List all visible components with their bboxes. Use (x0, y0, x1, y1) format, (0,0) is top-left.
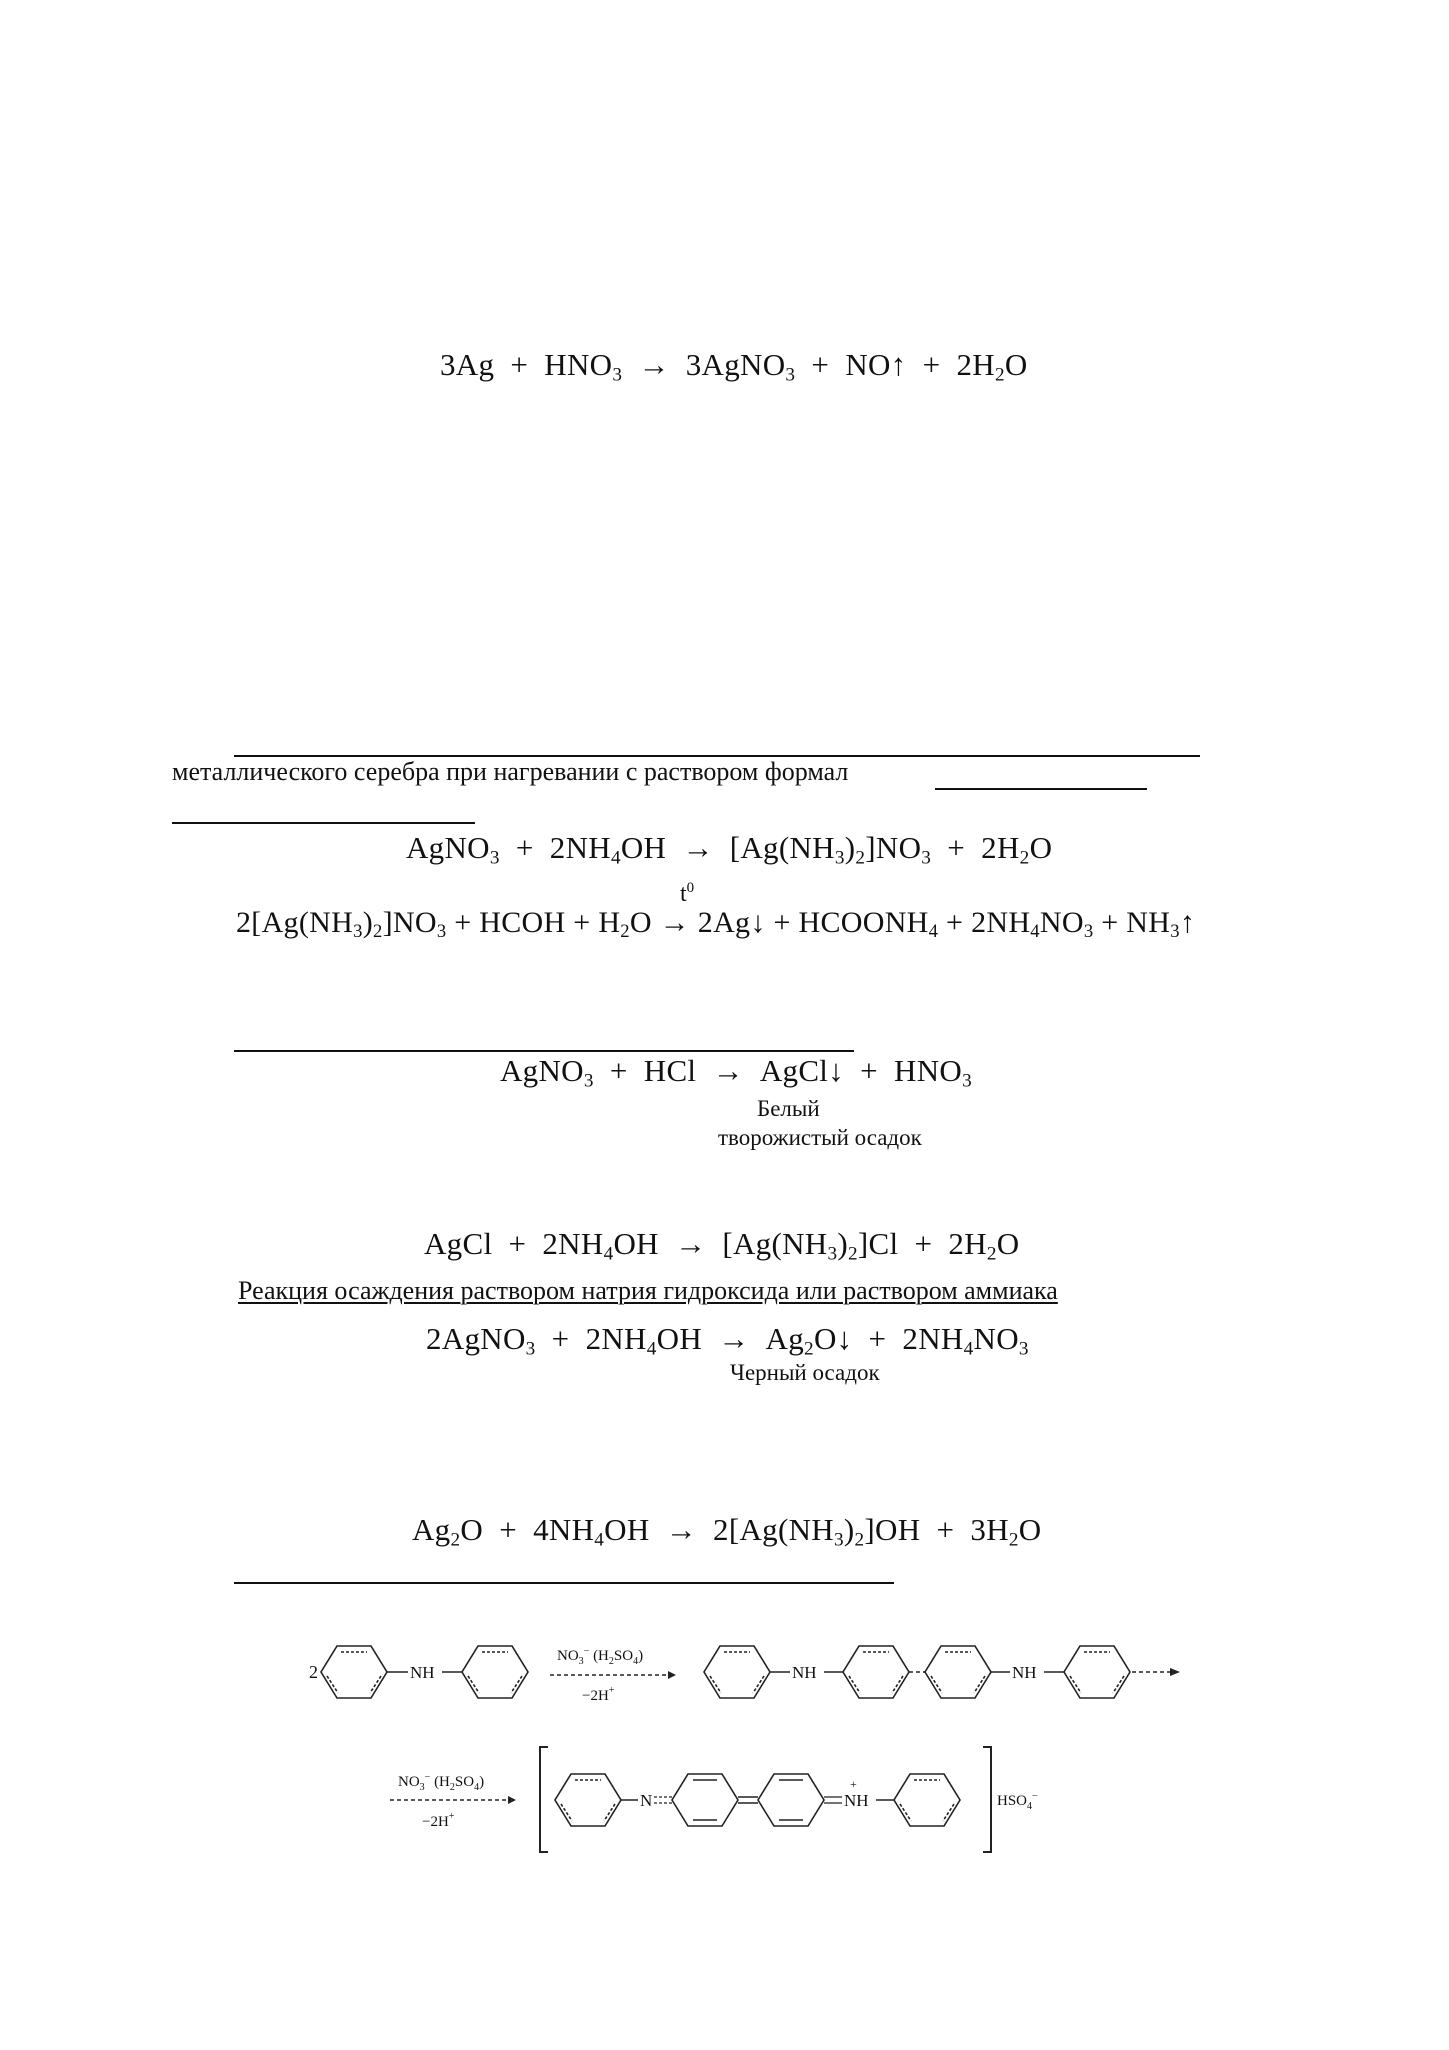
equation-silver-nitric-acid: $3Ag + HNO_3$ → 3AgNO$_3$ + NO↑ + $2H_2O$ (440, 347, 1028, 386)
benzene-ring-8 (894, 1774, 960, 1826)
svg-text:NO3− (H2SO4): $NO_3^-$ $(H_2SO_4)$ (557, 1646, 644, 1667)
continuation-arrow (1170, 1668, 1180, 1676)
precipitate-down-arrow: ↓ (828, 1053, 845, 1088)
heating-condition: $t^0$ (680, 880, 695, 907)
precipitate-down-arrow: ↓ (836, 1321, 853, 1356)
reaction-arrow-2 (390, 1772, 516, 1830)
right-bracket (983, 1747, 991, 1852)
nh-group: NH (410, 1663, 435, 1682)
benzene-ring-5 (925, 1646, 991, 1698)
bisulfate-counterion: $HSO_4^-$ (997, 1791, 1038, 1812)
left-bracket (540, 1747, 548, 1852)
benzene-ring-1 (321, 1646, 387, 1698)
svg-text:−2H+: −2H+ (422, 1811, 455, 1830)
equation-chloride-dissolution: AgCl + $2NH_4OH \to [Ag(NH_3)_2]Cl + 2H_2O$ (424, 1226, 1020, 1265)
precipitate-label-white: Белый (757, 1096, 820, 1121)
equation-silver-mirror: $2[Ag(NH_3)_2]NO_3$ + HCOH + $H_2O$ → 2Ag↓ + $HCOONH_4 + 2NH_4NO_3$ + $NH_3↑$ (236, 906, 1196, 943)
nh-group: NH (1012, 1663, 1037, 1682)
equation-silver-oxide: 2AgNO$_3$ + $2NH_4OH$ → $Ag_2O↓ + 2NH_4NO_3$ (426, 1321, 1029, 1360)
nh-group: NH (792, 1663, 817, 1682)
precipitation-reaction-heading: Реакция осаждения раствором натрия гидроксида или раствором аммиака (238, 1276, 1058, 1305)
precipitate-down-arrow: ↓ (750, 906, 766, 939)
silver-mirror-intro-text: металлического серебра при нагревании с раствором формал (172, 757, 849, 786)
gas-up-arrow: ↑ (1179, 906, 1196, 939)
equation-silver-chloride: AgNO$_3$ + HCl → AgCl↓ + $HNO_3$ (500, 1053, 972, 1092)
precipitate-label-curdy: творожистый осадок (718, 1125, 922, 1150)
reaction-arrow-1 (550, 1646, 676, 1704)
n-atom: N (640, 1791, 653, 1810)
svg-text:−2H+: −2H+ (582, 1685, 615, 1704)
benzene-ring-6 (1064, 1646, 1130, 1698)
equation-oxide-dissolution: $Ag_2O + 4NH_4OH \to 2[Ag(NH_3)_2]OH + 3H_2O$ (412, 1512, 1042, 1551)
svg-text:NO3− (H2SO4): $NO_3^-$ $(H_2SO_4)$ (398, 1772, 485, 1793)
nh-plus-group: NH (844, 1791, 869, 1810)
quinoid-ring-1 (672, 1774, 738, 1826)
charge-plus: + (850, 1777, 857, 1791)
benzene-ring-7 (555, 1774, 621, 1826)
quinoid-ring-2 (758, 1774, 824, 1826)
benzene-ring-3 (704, 1646, 770, 1698)
benzene-ring-4 (843, 1646, 909, 1698)
gas-up-arrow: ↑ (890, 347, 907, 382)
precipitate-label-black: Черный осадок (730, 1360, 880, 1385)
benzene-ring-2 (462, 1646, 528, 1698)
coefficient-2: 2 (309, 1662, 318, 1682)
equation-ammonia-complex: AgNO$_3$ + $2NH_4OH \to [Ag(NH_3)_2]NO_3 + 2H_2O$ (406, 830, 1053, 869)
